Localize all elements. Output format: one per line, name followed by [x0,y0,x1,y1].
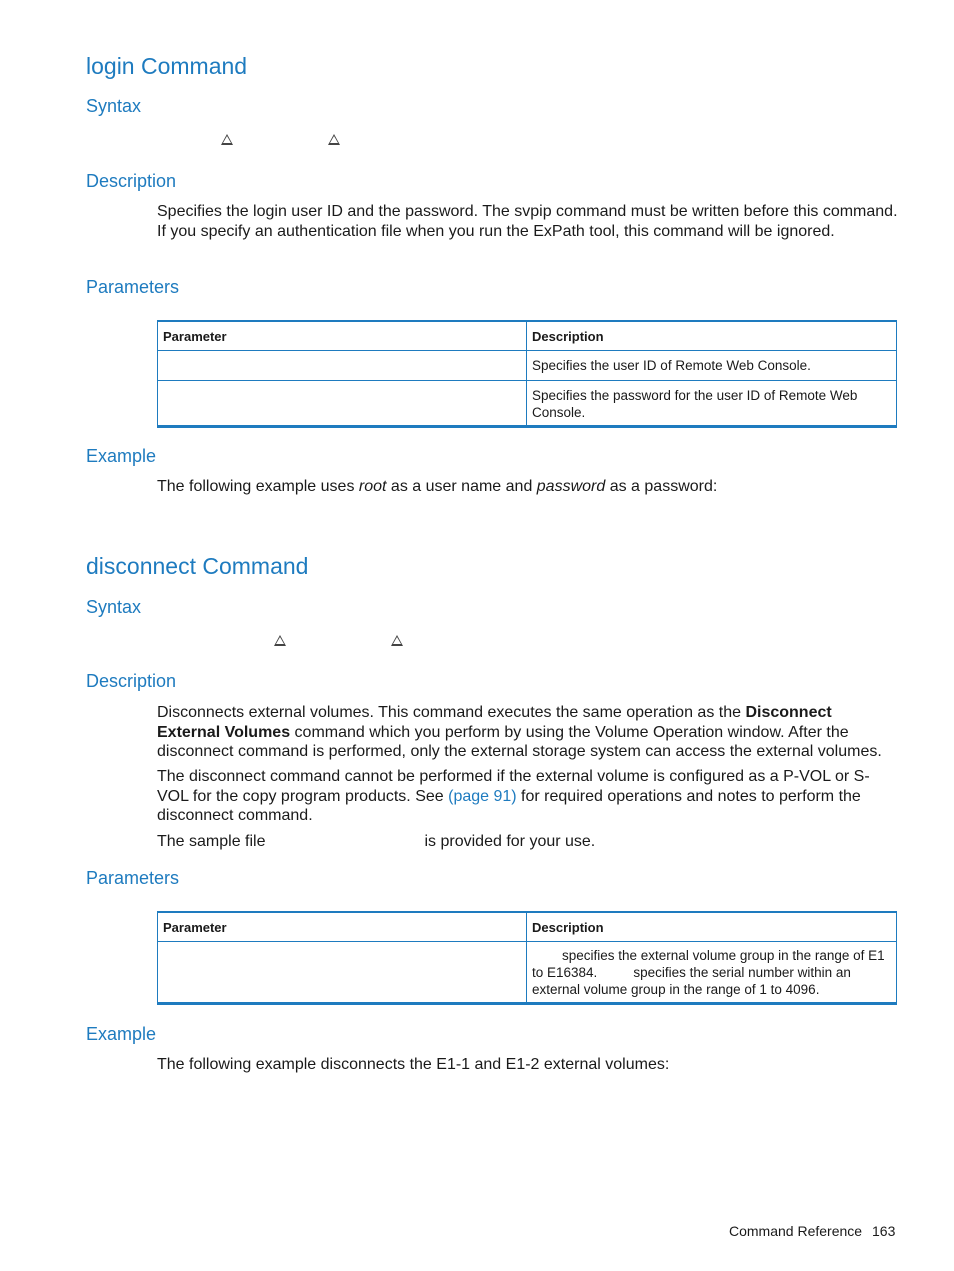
footer-section-name: Command Reference [729,1223,863,1239]
parameters-heading: Parameters [86,277,180,297]
table-cell: specifies the external volume group in the range of E1 to E16384. specifies the serial number within an external volume group in the range of 1 to 4096. [527,942,897,1004]
example-text: The following example uses root as a user name and password as a password: [157,478,718,495]
description-text: Disconnects external volumes. This command executes the same operation as the Disconnect External Volumes command which you perform by using the Volume Operation window. After the disconnect command is performed, only the external storage system can access the external volumes. [157,704,882,760]
parameters-heading: Parameters [86,868,180,888]
section-title-login: login Command [86,53,248,79]
table-cell: Specifies the password for the user ID of Remote Web Console. [527,381,897,427]
description-text: The disconnect command cannot be performed if the external volume is configured as a P-VOL or S-VOL for the copy program products. See (page 91) for required operations and notes to perform the disconnect command. [157,768,870,824]
table-header-row [158,912,897,942]
description-text: The sample file is provided for your use. [157,833,596,850]
column-header: Description [527,321,897,351]
table-cell [158,351,527,381]
space-marker-icon [274,635,286,646]
description-text: Specifies the login user ID and the password. The svpip command must be written before this command. If you specify an authentication file when you run the ExPath tool, this command will be ignored. [157,203,898,240]
table-row [158,351,897,381]
example-heading: Example [86,1024,157,1044]
table-row [158,942,897,1004]
table-header-row [158,321,897,351]
section-title-disconnect: disconnect Command [86,553,309,579]
space-marker-icon [328,134,340,145]
table-row [158,381,897,427]
syntax-heading: Syntax [86,597,142,617]
column-header: Parameter [158,321,527,351]
description-heading: Description [86,671,177,691]
syntax-heading: Syntax [86,96,142,116]
parameters-table [157,320,897,428]
column-header: Description [527,912,897,942]
parameters-table [157,911,897,1005]
table-cell: Specifies the user ID of Remote Web Console. [527,351,897,381]
description-heading: Description [86,171,177,191]
table-cell [158,381,527,427]
column-header: Parameter [158,912,527,942]
space-marker-icon [391,635,403,646]
space-marker-icon [221,134,233,145]
page-link[interactable]: (page 91) [448,787,517,805]
example-heading: Example [86,446,157,466]
page-number: 163 [872,1223,896,1239]
example-text: The following example disconnects the E1-1 and E1-2 external volumes: [157,1056,670,1073]
table-cell [158,942,527,1004]
